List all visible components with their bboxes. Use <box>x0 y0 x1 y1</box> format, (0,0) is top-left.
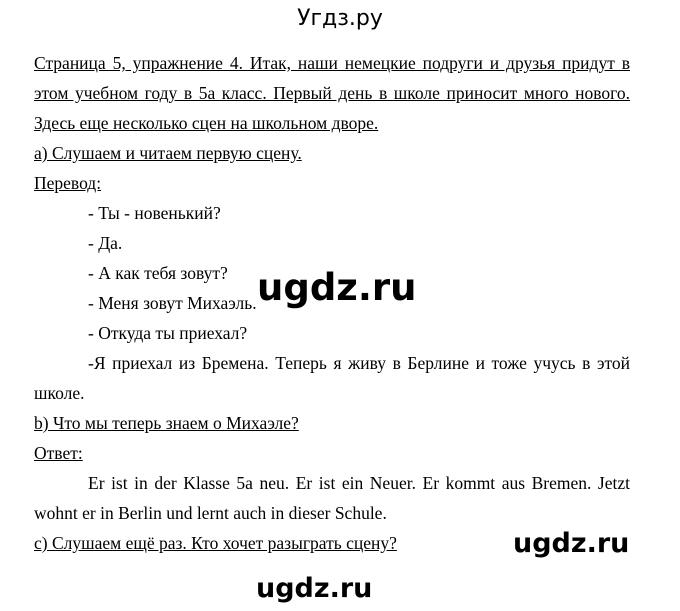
watermark-center: ugdz.ru <box>257 266 417 309</box>
translation-label: Перевод: <box>34 173 102 193</box>
task-b: b) Что мы теперь знаем о Михаэле? <box>34 413 299 433</box>
watermark-bottom: ugdz.ru <box>256 573 373 604</box>
dialog-line: - А как тебя зовут? <box>88 263 228 283</box>
site-title: Угдз.ру <box>297 6 383 31</box>
dialog-line-long: -Я приехал из Бремена. Теперь я живу в Берлине и тоже учусь в этой школе. <box>34 353 630 403</box>
answer-label: Ответ: <box>34 443 83 463</box>
watermark-right: ugdz.ru <box>513 528 630 559</box>
answer-text: Er ist in der Klasse 5a neu. Er ist ein Neuer. Er kommt aus Bremen. Jetzt wohnt er in Berlin und lernt auch in dieser Schule. <box>34 473 630 523</box>
exercise-intro: Страница 5, упражнение 4. Итак, наши немецкие подруги и друзья придут в этом учебном году в 5а класс. Первый день в школе приносит много нового. Здесь еще несколько сцен на школьном дворе. <box>34 53 630 133</box>
dialog-line: - Меня зовут Михаэль. <box>88 293 257 313</box>
dialog-line: - Ты - новенький? <box>88 203 221 223</box>
task-a: а) Слушаем и читаем первую сцену. <box>34 143 302 163</box>
dialog-line: - Да. <box>88 233 123 253</box>
dialog-line: - Откуда ты приехал? <box>88 323 248 343</box>
task-c: c) Слушаем ещё раз. Кто хочет разыграть сцену? <box>34 533 397 553</box>
